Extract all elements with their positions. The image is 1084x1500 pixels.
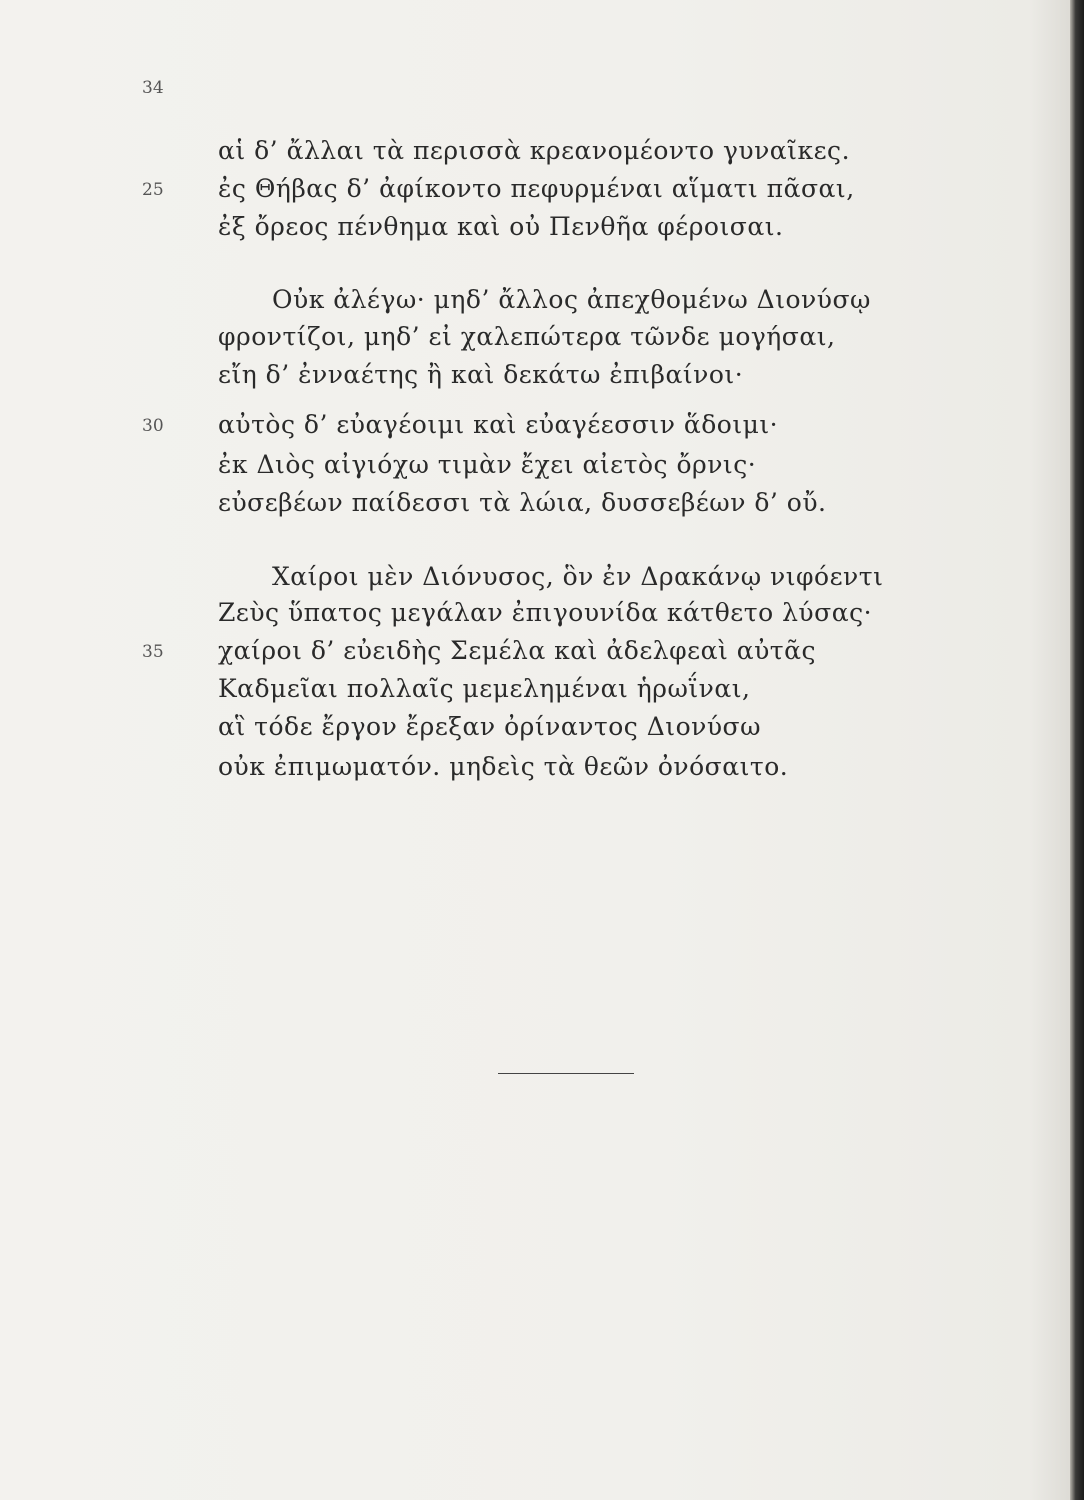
verse-line: εὐσεβέων παίδεσσι τὰ λώια, δυσσεβέων δ’ οὔ.: [218, 488, 827, 517]
verse-line: εἴη δ’ ἐνναέτης ἢ καὶ δεκάτω ἐπιβαίνοι·: [218, 360, 744, 389]
verse-line: Χαίροι μὲν Διόνυσος, ὃν ἐν Δρακάνῳ νιφόεντι: [272, 562, 884, 591]
verse-line: ἐς Θήβας δ’ ἀφίκοντο πεφυρμέναι αἵματι πᾶσαι,: [218, 174, 855, 203]
verse-line: οὐκ ἐπιμωματόν. μηδεὶς τὰ θεῶν ὀνόσαιτο.: [218, 752, 789, 781]
verse-line: ἐξ ὄρεος πένθημα καὶ οὐ Πενθῆα φέροισαι.: [218, 212, 784, 241]
verse-line: φροντίζοι, μηδ’ εἰ χαλεπώτερα τῶνδε μογήσαι,: [218, 322, 836, 351]
end-rule: [498, 1073, 634, 1074]
verse-line: αἱ δ’ ἄλλαι τὰ περισσὰ κρεανομέοντο γυναῖκες.: [218, 136, 851, 165]
page-number: 34: [142, 78, 164, 98]
verse-line: ἐκ Διὸς αἰγιόχω τιμὰν ἔχει αἰετὸς ὄρνις·: [218, 450, 757, 479]
verse-line: χαίροι δ’ εὐειδὴς Σεμέλα καὶ ἀδελφεαὶ αὐτᾶς: [218, 636, 817, 665]
line-number: 25: [142, 180, 164, 200]
verse-line: Οὐκ ἀλέγω· μηδ’ ἄλλος ἀπεχθομένω Διονύσῳ: [272, 285, 871, 314]
verse-line: αὐτὸς δ’ εὐαγέοιμι καὶ εὐαγέεσσιν ἅδοιμι·: [218, 410, 779, 439]
verse-line: Καδμεῖαι πολλαῖς μεμελημέναι ἡρωΐναι,: [218, 674, 751, 703]
verse-line: αἳ τόδε ἔργον ἔρεξαν ὀρίναντος Διονύσω: [218, 712, 761, 741]
verse-line: Ζεὺς ὕπατος μεγάλαν ἐπιγουνίδα κάτθετο λύσας·: [218, 598, 873, 627]
line-number: 35: [142, 642, 164, 662]
book-spine-shadow: [1070, 0, 1084, 1500]
line-number: 30: [142, 416, 164, 436]
